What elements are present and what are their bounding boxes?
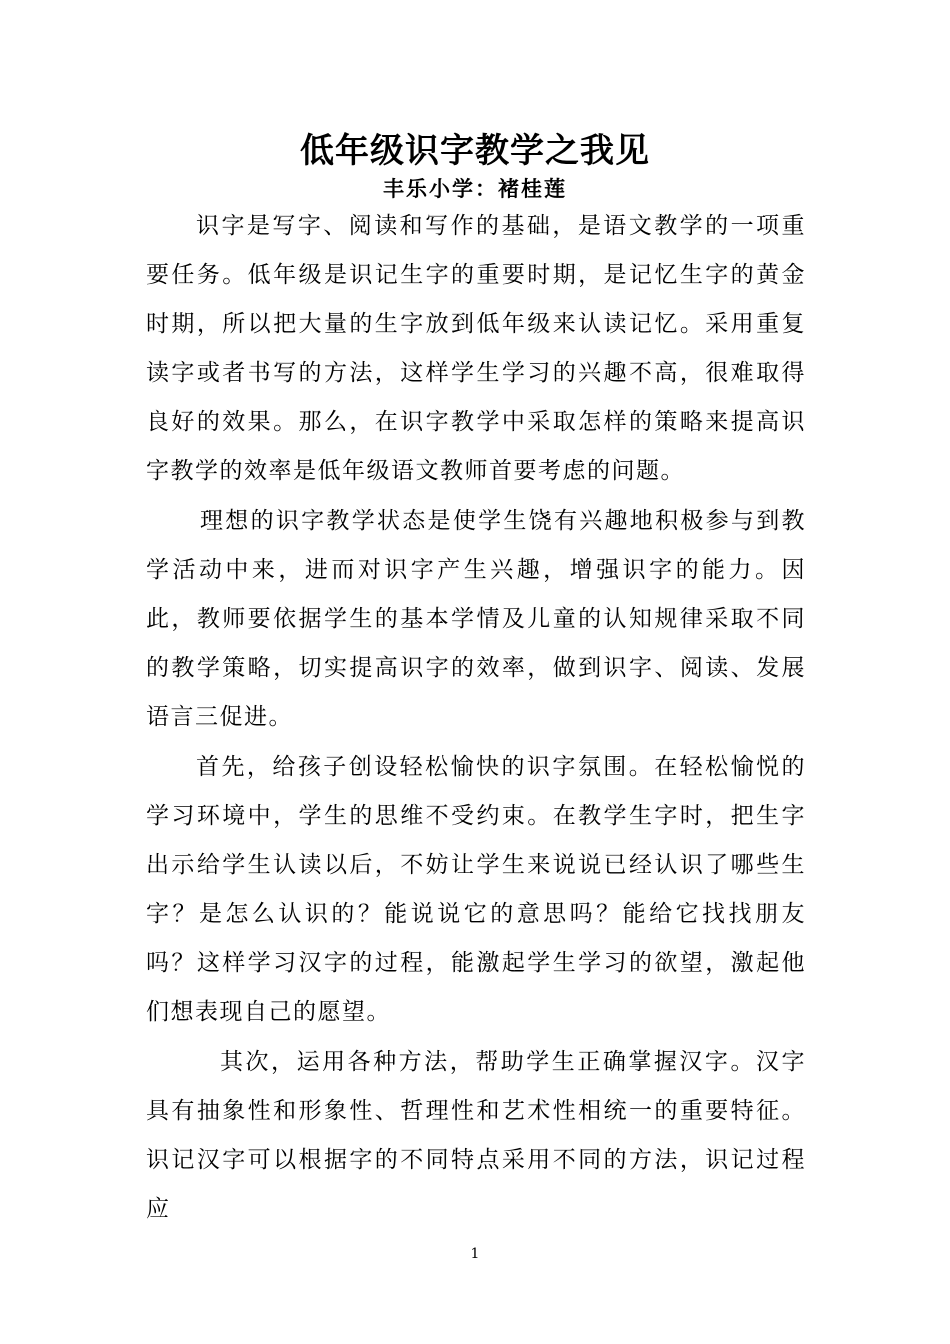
document-body (146, 202, 806, 1234)
page-number: 1 (470, 1246, 480, 1262)
paragraph: 识字是写字、阅读和写作的基础，是语文教学的一项重要任务。低年级是识记生字的重要时期，是记忆生字的黄金时期，所以把大量的生字放到低年级来认读记忆。采用重复读字或者书写的方法，这样学生学习的兴趣不高，很难取得良好的效果。那么，在识字教学中采取怎样的策略来提高识字教学的效率是低年级语文教师首要考虑的问题。 (146, 213, 806, 484)
document-title: 低年级识字教学之我见 (300, 131, 650, 171)
paragraph: 首先，给孩子创设轻松愉快的识字氛围。在轻松愉悦的学习环境中，学生的思维不受约束。在教学生字时，把生字出示给学生认读以后，不妨让学生来说说已经认识了哪些生字？是怎么认识的？能说说它的意思吗？能给它找找朋友吗？这样学习汉字的过程，能激起学生学习的欲望，激起他们想表现自己的愿望。 (146, 754, 806, 1025)
author-line: 丰乐小学：褚桂莲 (383, 177, 567, 201)
paragraph: 其次，运用各种方法，帮助学生正确掌握汉字。汉字具有抽象性和形象性、哲理性和艺术性相统一的重要特征。识记汉字可以根据字的不同特点采用不同的方法，识记过程应 (146, 1049, 806, 1222)
paragraph: 理想的识字教学状态是使学生饶有兴趣地积极参与到教学活动中来，进而对识字产生兴趣，增强识字的能力。因此，教师要依据学生的基本学情及儿童的认知规律采取不同的教学策略，切实提高识字的效率，做到识字、阅读、发展语言三促进。 (146, 508, 806, 730)
